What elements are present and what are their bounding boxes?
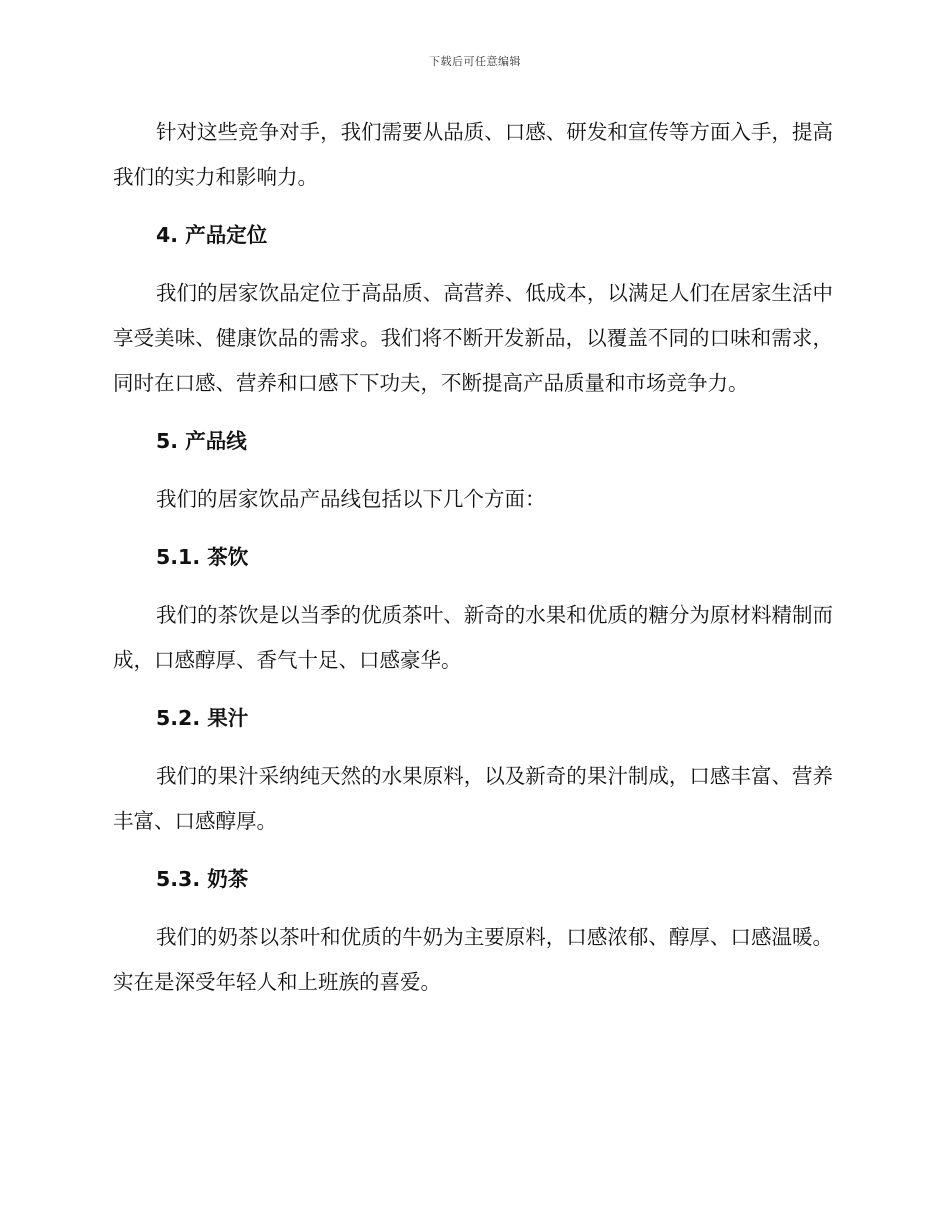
document-body xyxy=(113,110,833,1005)
paragraph-juice: 我们的果汁采纳纯天然的水果原料，以及新奇的果汁制成，口感丰富、营养丰富、口感醇厚。 xyxy=(113,764,833,833)
heading-product-line: 5. 产品线 xyxy=(156,429,247,453)
paragraph-product-line-intro: 我们的居家饮品产品线包括以下几个方面： xyxy=(156,487,546,511)
paragraph-positioning: 我们的居家饮品定位于高品质、高营养、低成本，以满足人们在居家生活中享受美味、健康饮品的需求。我们将不断开发新品，以覆盖不同的口味和需求，同时在口感、营养和口感下下功夫，不断提高产品质量和市场竞争力。 xyxy=(113,281,833,395)
heading-juice: 5.2. 果汁 xyxy=(156,706,249,730)
heading-milk-tea: 5.3. 奶茶 xyxy=(156,867,249,891)
heading-product-positioning: 4. 产品定位 xyxy=(156,223,268,247)
paragraph-milk-tea: 我们的奶茶以茶叶和优质的牛奶为主要原料，口感浓郁、醇厚、口感温暖。实在是深受年轻人和上班族的喜爱。 xyxy=(113,925,833,994)
paragraph-competitors: 针对这些竞争对手，我们需要从品质、口感、研发和宣传等方面入手，提高我们的实力和影响力。 xyxy=(113,120,833,189)
heading-tea-drinks: 5.1. 茶饮 xyxy=(156,545,249,569)
paragraph-tea-drinks: 我们的茶饮是以当季的优质茶叶、新奇的水果和优质的糖分为原材料精制而成，口感醇厚、香气十足、口感豪华。 xyxy=(113,603,833,672)
page-header: 下载后可任意编辑 xyxy=(429,55,521,68)
